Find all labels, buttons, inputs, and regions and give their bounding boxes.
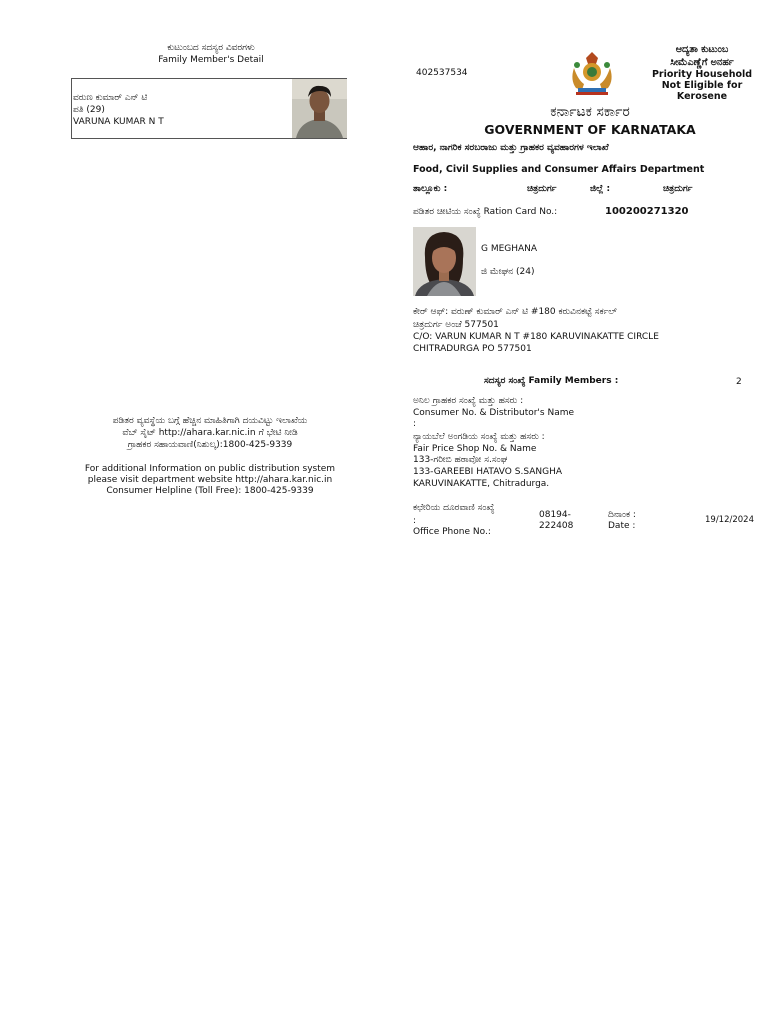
government-title-kannada: ಕರ್ನಾಟಕ ಸರ್ಕಾರ — [550, 104, 630, 120]
district-value: ಚಿತ್ರದುರ್ಗ — [663, 184, 693, 194]
card-holder-photo — [413, 227, 476, 296]
taluk-label: ತಾಲ್ಲೂಕು : — [413, 184, 448, 194]
info-english-line-3: Consumer Helpline (Toll Free): 1800-425-9339 — [106, 486, 314, 496]
card-type-kannada-2: ಸೀಮೆಎಣ್ಣೆಗೆ ಅನರ್ಹ — [670, 57, 734, 68]
fps-value-kannada: 133-ಗರೀಬಿ ಹಠಾವೋ ಸ.ಸಂಘ — [413, 455, 508, 465]
member-photo — [292, 79, 347, 138]
district-label: ಜಿಲ್ಲೆ : — [590, 184, 611, 194]
card-holder-name-english: G MEGHANA — [481, 244, 538, 254]
card-type-not-eligible: Not Eligible for — [661, 80, 743, 91]
office-phone-value-1: 08194- — [539, 510, 571, 520]
family-member-card — [71, 78, 347, 139]
care-of-kannada-2: ಚಿತ್ರದುರ್ಗ ಅಂಚೆ 577501 — [413, 320, 499, 330]
serial-number: 402537534 — [416, 68, 468, 78]
date-value: 19/12/2024 — [705, 515, 754, 525]
family-members-label: ಸದಸ್ಯರ ಸಂಖ್ಯೆ Family Members : — [484, 376, 619, 386]
consumer-colon: : — [413, 419, 417, 429]
member-name-english: VARUNA KUMAR N T — [73, 117, 164, 127]
department-english: Food, Civil Supplies and Consumer Affairs Department — [413, 164, 705, 175]
office-phone-label-english: Office Phone No.: — [413, 527, 491, 537]
office-phone-label-kannada: ಕಛೇರಿಯ ದೂರವಾಣಿ ಸಂಖ್ಯೆ — [413, 503, 495, 513]
info-kannada-line-1: ಪಡಿತರ ವ್ಯವಸ್ಥೆಯ ಬಗ್ಗೆ ಹೆಚ್ಚಿನ ಮಾಹಿತಿಗಾಗಿ ದಯವಿಟ್ಟು ಇಲಾಖೆಯ — [112, 416, 308, 426]
karnataka-emblem-icon — [568, 50, 616, 96]
care-of-english-1: C/O: VARUN KUMAR N T #180 KARUVINAKATTE CIRCLE — [413, 332, 659, 342]
card-type-kannada-1: ಆದ್ಯತಾ ಕುಟುಂಬ — [675, 44, 729, 55]
ration-card-number: 100200271320 — [605, 206, 689, 217]
taluk-value: ಚಿತ್ರದುರ್ಗ — [527, 184, 557, 194]
info-english-line-2: please visit department website http://ahara.kar.nic.in — [87, 475, 333, 485]
info-kannada-line-2: ವೆಬ್ ಸೈಟ್ http://ahara.kar.nic.in ಗೆ ಭೇಟಿ ನೀಡಿ — [122, 428, 298, 438]
member-name-kannada: ವರುಣ ಕುಮಾರ್ ಎನ್ ಟಿ — [73, 93, 148, 103]
card-type-priority-household: Priority Household — [651, 69, 753, 80]
office-phone-colon: : — [413, 516, 417, 526]
info-english-line-1: For additional Information on public distribution system — [84, 464, 336, 474]
care-of-kannada-1: ಕೇರ್ ಆಫ್: ವರುಣ್ ಕುಮಾರ್ ಎನ್ ಟಿ #180 ಕರುವಿನಕಟ್ಟೆ ಸರ್ಕಲ್ — [413, 307, 618, 317]
department-kannada: ಆಹಾರ, ನಾಗರಿಕ ಸರಬರಾಜು ಮತ್ತು ಗ್ರಾಹಕರ ವ್ಯವಹಾರಗಳ ಇಲಾಖೆ — [413, 143, 609, 153]
info-kannada-line-3: ಗ್ರಾಹಕರ ಸಹಾಯವಾಣಿ(ನಿಶುಲ್ಕ):1800-425-9339 — [127, 440, 293, 450]
consumer-label-kannada: ಅನಿಲ ಗ್ರಾಹಕರ ಸಂಖ್ಯೆ ಮತ್ತು ಹಸರು : — [413, 396, 524, 406]
fps-value-english-1: 133-GAREEBI HATAVO S.SANGHA — [413, 467, 562, 477]
ration-card-label: ಪಡಿತರ ಚೀಟಿಯ ಸಂಖ್ಯೆ Ration Card No.: — [413, 207, 558, 217]
card-holder-name-kannada: ಜಿ ಮೇಘನ (24) — [481, 267, 535, 277]
office-phone-value-2: 222408 — [539, 521, 574, 531]
date-label-english: Date : — [608, 521, 636, 531]
care-of-english-2: CHITRADURGA PO 577501 — [413, 344, 532, 354]
member-relation-age: ಪತಿ (29) — [73, 105, 105, 115]
family-title-english: Family Member's Detail — [158, 55, 264, 65]
card-type-kerosene: Kerosene — [676, 91, 728, 102]
date-label-kannada: ದಿನಾಂಕ : — [608, 510, 636, 520]
family-members-count: 2 — [736, 377, 742, 387]
fps-label-kannada: ನ್ಯಾಯಬೆಲೆ ಅಂಗಡಿಯ ಸಂಖ್ಯೆ ಮತ್ತು ಹಸರು : — [413, 432, 545, 442]
fps-label-english: Fair Price Shop No. & Name — [413, 444, 537, 454]
family-title-kannada: ಕುಟುಂಬದ ಸದಸ್ಯರ ವಿವರಗಳು — [167, 43, 255, 53]
consumer-label-english: Consumer No. & Distributor's Name — [413, 408, 575, 418]
government-title-english: GOVERNMENT OF KARNATAKA — [484, 122, 696, 137]
fps-value-english-2: KARUVINAKATTE, Chitradurga. — [413, 479, 550, 489]
